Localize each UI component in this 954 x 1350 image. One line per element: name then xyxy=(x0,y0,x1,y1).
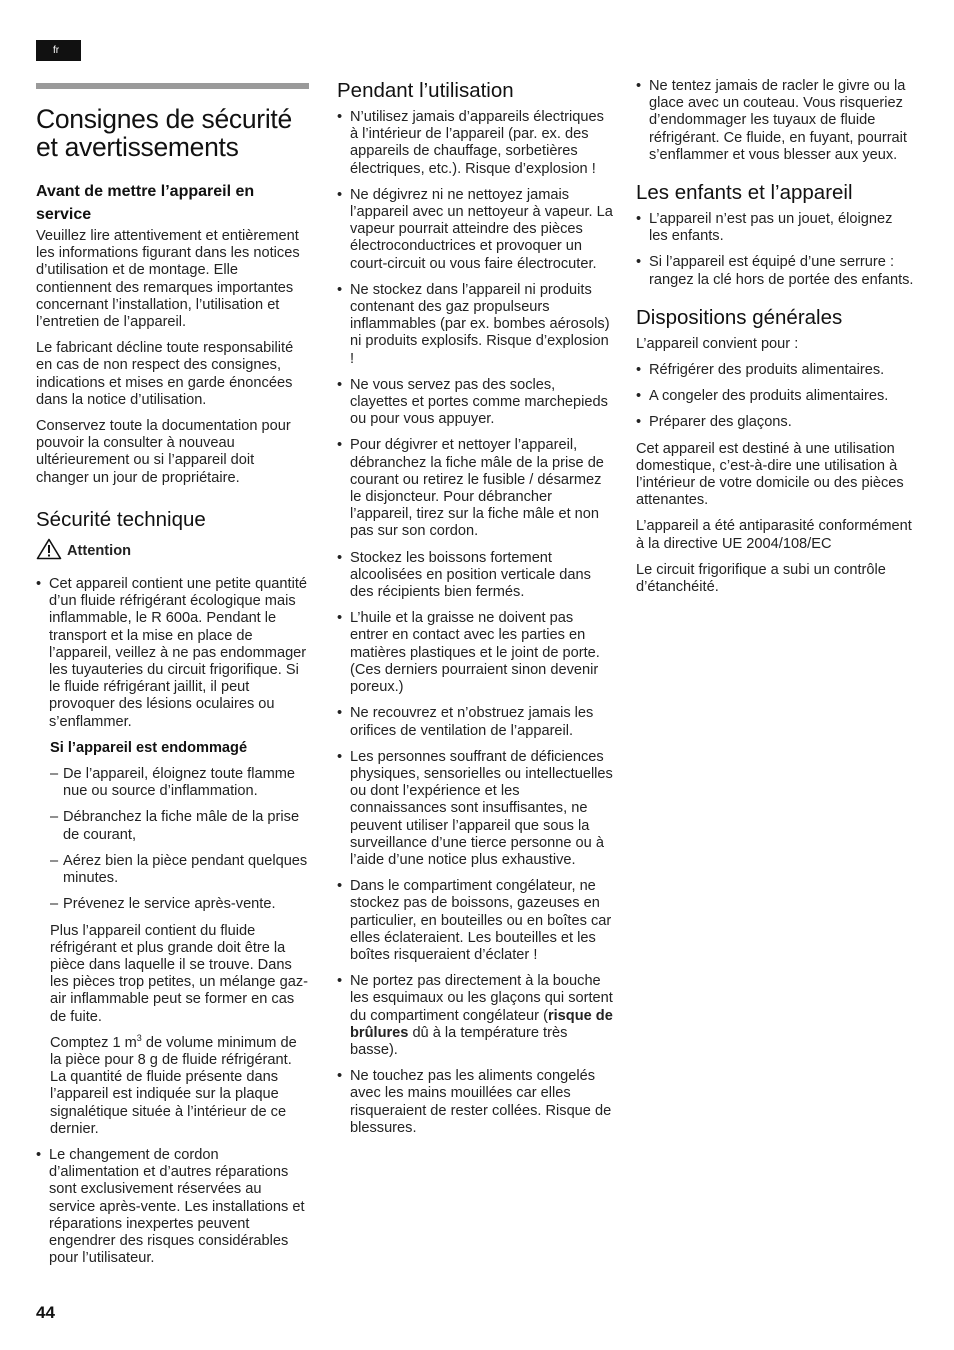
room-volume-paragraph xyxy=(50,1032,309,1138)
top-rule xyxy=(36,83,309,89)
list-item: – De l’appareil, éloignez toute flamme nue ou source d’inflammation. xyxy=(50,766,309,800)
during-use-list-continued xyxy=(636,78,914,164)
list-item: – Prévenez le service après-vente. xyxy=(50,896,309,913)
paragraph: L’appareil convient pour : xyxy=(636,335,799,352)
general-provisions-heading: Dispositions générales xyxy=(636,305,843,329)
children-list xyxy=(636,211,914,289)
paragraph: Le circuit frigorifique a subi un contrôle d’étanchéité. xyxy=(636,561,886,596)
list-item: • Le changement de cordon d’alimentation et d’autres réparations sont exclusivement réservées au service après-vente. Les installations et réparations inexpertes peuvent engendrer des risques considérables pour l’utilisateur. xyxy=(36,1147,309,1267)
warning-triangle-icon xyxy=(36,538,62,565)
list-item: – Débranchez la fiche mâle de la prise de courant, xyxy=(50,809,309,843)
list-item: • Ne vous servez pas des socles, clayettes et portes comme marchepieds ou pour vous appuyer. xyxy=(337,377,613,429)
list-item: • Préparer des glaçons. xyxy=(636,414,914,431)
list-item-text: • Cet appareil contient une petite quantité d’un fluide réfrigérant écologique mais inflammable, le R 600a. Pendant le transport et la mise en place de l’appareil, veillez à ne pas endommager les tuyauteries du circuit frigorifique. Si le fluide réfrigérant jaillit, il peut provoquer des lésions oculaires ou s’enflammer. xyxy=(49,576,308,730)
language-code: fr xyxy=(53,45,60,56)
column-1 xyxy=(36,105,309,1276)
list-item: • Pour dégivrer et nettoyer l’appareil, débranchez la fiche mâle de la prise de courant ou retirez le fusible / désarmez le disjoncteur. Pour débrancher l’appareil, tirez sur la fiche mâle et non pas sur son cordon. xyxy=(337,437,613,540)
column-3 xyxy=(636,78,914,605)
paragraph: Cet appareil est destiné à une utilisation domestique, c’est-à-dire une utilisation à l’intérieur de votre domicile ou des pièces attenantes. xyxy=(636,440,904,509)
page-number: 44 xyxy=(36,1303,55,1322)
list-item: • Stockez les boissons fortement alcoolisées en position verticale dans des récipients bien fermés. xyxy=(337,550,613,602)
list-item: • Ne touchez pas les aliments congelés avec les mains mouillées car elles risqueraient de rester collées. Risque de blessures. xyxy=(337,1068,613,1137)
damaged-steps-list xyxy=(50,766,309,913)
during-use-heading: Pendant l’utilisation xyxy=(337,79,514,102)
during-use-list xyxy=(337,109,613,1137)
technical-safety-list-2 xyxy=(36,1147,309,1267)
damaged-heading: Si l’appareil est endommagé xyxy=(50,739,248,756)
text-run: dû à la température très basse). xyxy=(350,1024,568,1058)
paragraph: Le fabricant décline toute responsabilité en cas de non respect des consignes, indications et mises en garde énoncées dans la notice d’utilisation. xyxy=(36,340,294,408)
list-item: • L’huile et la graisse ne doivent pas entrer en contact avec les parties en matières plastiques et le joint de porte. (Ces derniers pourraient sinon devenir poreux.) xyxy=(337,610,613,696)
list-item: • A congeler des produits alimentaires. xyxy=(636,388,914,405)
attention-label: Attention xyxy=(67,542,132,559)
list-item: • Dans le compartiment congélateur, ne stockez pas de boissons, gazeuses en particulier, en bouteilles ou en boîtes car elles éclateraient. Les bouteilles et les boîtes risqueraient d’éclater ! xyxy=(337,878,613,964)
paragraph: Veuillez lire attentivement et entièrement les informations figurant dans les notices d’utilisation et de montage. Elle contiennent des remarques importantes concernant l’installation, l’utilisation et l’entretien de l’appareil. xyxy=(36,228,300,331)
list-item: • Ne tentez jamais de racler le givre ou la glace avec un couteau. Vous risqueriez d’endommager les tuyaux de fluide réfrigérant. Ce fluide, en fuyant, pourrait s’enflammer et vous blesser aux yeux. xyxy=(636,78,914,164)
list-item: • Réfrigérer des produits alimentaires. xyxy=(636,362,914,379)
technical-safety-heading: Sécurité technique xyxy=(36,507,206,531)
list-item: • Ne dégivrez ni ne nettoyez jamais l’appareil avec un nettoyeur à vapeur. La vapeur pourrait atteindre des pièces électroconductrices et provoquer un court-circuit ou vous faire électrocuter. xyxy=(337,187,613,273)
list-item: • N’utilisez jamais d’appareils électriques à l’intérieur de l’appareil (par. ex. des appareils de chauffage, sorbetières électriques, etc.). Risque d’explosion ! xyxy=(337,109,613,178)
column-2 xyxy=(337,78,613,1146)
superscript: 3 xyxy=(136,1032,142,1043)
bold-text: risque de brûlures xyxy=(350,1007,613,1041)
list-item: – Aérez bien la pièce pendant quelques minutes. xyxy=(50,853,309,887)
language-tab xyxy=(36,40,81,61)
list-item: • Si l’appareil est équipé d’une serrure : rangez la clé hors de portée des enfants. xyxy=(636,254,914,288)
text-run: Ne portez pas directement à la bouche les esquimaux ou les glaçons qui sortent du compartiment congélateur ( xyxy=(350,973,613,1024)
technical-safety-list xyxy=(36,576,309,731)
list-item xyxy=(337,973,613,1059)
paragraph: Plus l’appareil contient du fluide réfrigérant et plus grande doit être la pièce dans laquelle il se trouve. Dans les pièces trop petites, un mélange gaz-air inflammable peut se former en cas de fuite. xyxy=(50,922,308,1025)
list-item: • L’appareil n’est pas un jouet, éloignez les enfants. xyxy=(636,211,914,245)
text-run: Comptez 1 m xyxy=(50,1034,137,1051)
text-run: de volume minimum de la pièce pour 8 g de fluide réfrigérant. La quantité de fluide présente dans l’appareil est indiquée sur la plaque signalétique située à l’intérieur de ce dernier. xyxy=(50,1034,297,1137)
list-item: • Les personnes souffrant de déficiences physiques, sensorielles ou intellectuelles ou dont l’expérience et les connaissances sont insuffisantes, ne peuvent utiliser l’appareil que sous la surveillance d’une tierce personne ou à l’aide d’une notice plus exhaustive. xyxy=(337,749,613,869)
list-item: • Ne recouvrez et n’obstruez jamais les orifices de ventilation de l’appareil. xyxy=(337,705,613,739)
children-heading: Les enfants et l’appareil xyxy=(636,181,853,205)
page-title: Consignes de sécurité et avertissements xyxy=(36,104,292,162)
uses-list xyxy=(636,362,914,432)
list-item xyxy=(36,576,309,731)
paragraph: Conservez toute la documentation pour pouvoir la consulter à nouveau ultérieurement ou si l’appareil doit changer un jour de propriétaire. xyxy=(36,418,291,486)
before-use-heading: Avant de mettre l’appareil en service xyxy=(36,183,255,223)
list-item: • Ne stockez dans l’appareil ni produits contenant des gaz propulseurs inflammables (par ex. bombes aérosols) ni produits explosifs. Risque d’explosion ! xyxy=(337,282,613,368)
paragraph: L’appareil a été antiparasité conformément à la directive UE 2004/108/EC xyxy=(636,518,912,552)
attention-notice xyxy=(36,538,309,565)
